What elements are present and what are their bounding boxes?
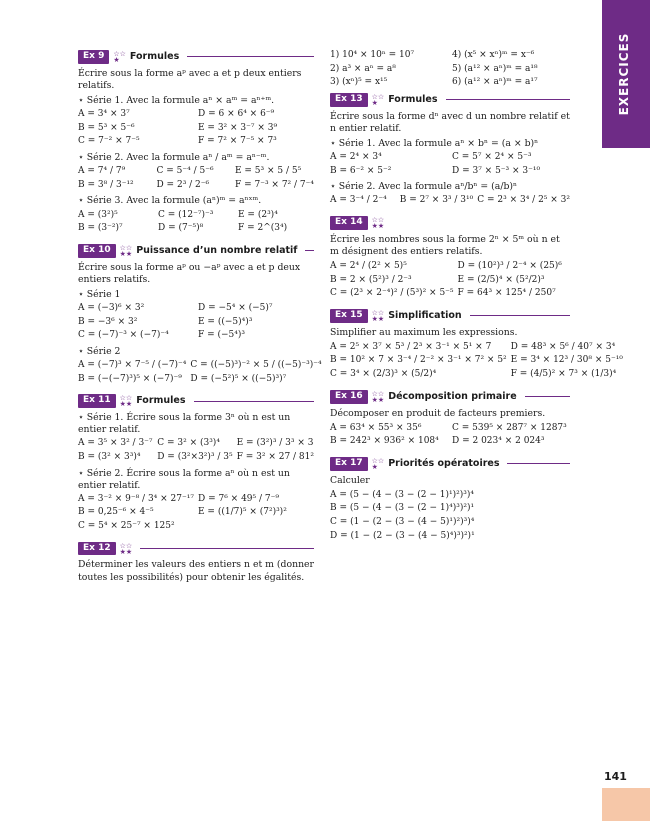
expression: B = 10² × 7 × 3⁻⁴ / 2⁻² × 3⁻¹ × 7² × 5² [330, 355, 507, 366]
ex9-serie3: ⋆ Série 3. Avec la formule (aⁿ)ᵐ = aⁿˣᵐ. [78, 195, 262, 207]
ex9-header [78, 50, 314, 64]
expression: A = 63⁴ × 55³ × 35⁶ [330, 422, 422, 433]
equality: 5) (a¹² × aⁿ)ᵐ = a¹⁸ [452, 63, 538, 74]
divider [525, 396, 570, 397]
expression: F = (4/5)² × 7³ × (1/3)⁴ [510, 369, 617, 380]
difficulty-stars-icon: ☆☆ ★ [371, 456, 385, 471]
ex10-serie1: ⋆ Série 1 [78, 288, 121, 300]
expression: A = (−7)³ × 7⁻⁵ / (−7)⁻⁴ [78, 359, 187, 370]
ex14-items [330, 261, 570, 300]
ex13-tag: Ex 13 [330, 93, 368, 107]
ex11-title: Formules [136, 395, 186, 406]
ex10-header [78, 244, 314, 258]
expression: C = (1 − (2 − (3 − (4 − 5)¹)²)³)⁴ [330, 517, 475, 528]
ex13-title: Formules [388, 93, 438, 105]
expression: C = (2³ × 2⁻⁴)² / (5³)² × 5⁻⁵ [330, 288, 454, 299]
left-column [78, 49, 322, 587]
expression: B = 2⁷ × 3³ / 3¹⁰ [399, 195, 474, 206]
expression: E = 5³ × 5 / 5⁵ [234, 166, 302, 177]
expression: A = 7⁴ / 7⁹ [78, 166, 126, 177]
equality: 4) (x⁵ × xⁿ)ᵐ = x⁻⁶ [452, 50, 535, 60]
color-strip [602, 788, 650, 821]
expression: A = (5 − (4 − (3 − (2 − 1)¹)²)³)⁴ [330, 489, 474, 500]
ex15-title: Simplification [388, 309, 462, 321]
expression: C = 3⁴ × (2/3)³ × (5/2)⁴ [330, 369, 437, 380]
expression: C = 2³ × 3⁴ / 2⁵ × 3² [477, 195, 570, 206]
expression: E = (3²)³ / 3³ × 3 [236, 438, 314, 449]
expression: A = 3⁵ × 3² / 3⁻⁷ [78, 438, 153, 449]
expression: D = −5⁴ × (−5)⁷ [198, 302, 273, 313]
expression: A = 2⁵ × 3⁷ × 5³ / 2³ × 3⁻¹ × 5¹ × 7 [330, 341, 492, 352]
expression: C = 5⁻⁴ / 5⁻⁶ [156, 166, 214, 177]
expression: D = (7⁻⁵)⁸ [158, 223, 204, 234]
expression: A = 3⁴ × 3⁷ [78, 108, 130, 119]
ex16-items [330, 423, 570, 448]
equality: 3) (xⁿ)⁵ = x¹⁵ [330, 77, 388, 88]
difficulty-stars-icon: ☆☆ ★★ [119, 541, 133, 556]
expression: A = 2⁴ × 3⁴ [330, 151, 382, 162]
difficulty-stars-icon: ☆☆ ★★ [119, 394, 133, 409]
ex13-serie1: ⋆ Série 1. Avec la formule aⁿ × bⁿ = (a × b)ⁿ [330, 137, 539, 149]
expression: B = 3⁸ / 3⁻¹² [78, 179, 134, 190]
ex9-serie2-items [78, 166, 314, 191]
ex10-intro: Écrire sous la forme aᵖ ou −aᵖ avec a et p deux entiers relatifs. [78, 261, 301, 285]
ex16-title: Décomposition primaire [388, 390, 517, 402]
ex14-tag: Ex 14 [330, 216, 368, 230]
expression: B = −3⁶ × 3² [78, 316, 138, 327]
ex11-serie1-items [78, 438, 314, 463]
divider [187, 56, 314, 57]
expression: A = 3⁻⁴ / 2⁻⁴ [330, 195, 387, 206]
expression: B = 2 × (5²)³ / 2⁻³ [330, 274, 412, 285]
expression: A = 2⁴ / (2² × 5)⁵ [330, 260, 407, 271]
ex15-items [330, 341, 623, 381]
ex12-tag: Ex 12 [78, 542, 116, 556]
ex17-items [330, 490, 570, 543]
divider [305, 250, 314, 251]
ex9-title: Formules [129, 50, 180, 62]
expression: D = (10²)³ / 2⁻⁴ × (25)⁶ [457, 260, 562, 271]
ex14-header [330, 216, 570, 230]
ex10-serie2: ⋆ Série 2 [78, 345, 121, 357]
ex10-title: Puissance d’un nombre relatif [136, 244, 298, 256]
expression: C = 7⁻² × 7⁻⁵ [78, 136, 140, 147]
equality: 6) (a¹² × aⁿ)ᵐ = a¹⁷ [452, 77, 538, 88]
expression: E = (2³)⁴ [238, 209, 278, 220]
expression: E = ((1/7)⁵ × (7²)³)² [198, 507, 287, 518]
ex10-serie1-items [78, 303, 314, 342]
ex13-intro: Écrire sous la forme dⁿ avec d un nombre relatif et n entier relatif. [330, 110, 570, 134]
ex13-header [330, 93, 570, 107]
ex16-tag: Ex 16 [330, 390, 368, 404]
expression: A = (−3)⁶ × 3² [78, 302, 145, 313]
ex9-intro: Écrire sous la forme aᵖ avec a et p deux entiers relatifs. [78, 67, 302, 91]
difficulty-stars-icon: ☆☆ ★ [113, 49, 126, 64]
expression: B = (5 − (4 − (3 − (2 − 1)⁴)³)²)¹ [330, 503, 475, 514]
expression: D = (1 − (2 − (3 − (4 − 5)⁴)³)²)¹ [330, 530, 475, 541]
divider [140, 548, 314, 549]
difficulty-stars-icon: ☆☆ ★★ [371, 308, 385, 323]
ex11-tag: Ex 11 [78, 394, 116, 408]
expression: F = 7² × 7⁻⁵ × 7³ [198, 136, 277, 147]
expression: B = (3⁻²)⁷ [78, 223, 123, 234]
ex11-serie2: ⋆ Série 2. Écrire sous la forme aⁿ où n est un entier relatif. [78, 467, 290, 491]
ex9-serie2: ⋆ Série 2. Avec la formule aⁿ / aᵐ = aⁿ⁻ᵐ. [78, 151, 270, 163]
expression: C = 5⁷ × 2⁴ × 5⁻³ [452, 151, 532, 162]
expression: F = (−5⁴)³ [198, 330, 246, 341]
expression: B = 242³ × 936² × 108⁴ [330, 436, 439, 447]
ex9-serie3-items [78, 210, 314, 235]
ex9-tag: Ex 9 [78, 50, 109, 64]
expression: F = 7⁻³ × 7² / 7⁻⁴ [234, 179, 314, 190]
expression: B = 5³ × 5⁻⁶ [78, 122, 135, 133]
ex9-serie1-items [78, 109, 314, 148]
ex11-serie2-items [78, 494, 314, 533]
ex17-tag: Ex 17 [330, 457, 368, 471]
ex16-header [330, 390, 570, 404]
expression: E = 3⁴ × 12³ / 30⁸ × 5⁻¹⁰ [510, 355, 623, 366]
ex17-header [330, 457, 570, 471]
expression: E = ((−5)⁴)³ [198, 316, 253, 327]
expression: D = 2³ / 2⁻⁶ [156, 179, 210, 190]
ex9-serie1: ⋆ Série 1. Avec la formule aⁿ × aᵐ = aⁿ⁺ᵐ. [78, 94, 275, 106]
expression: B = 0,25⁻⁶ × 4⁻⁵ [78, 507, 154, 518]
expression: D = (3²×3²)³ / 3⁵ [157, 451, 233, 462]
difficulty-stars-icon: ☆☆ ★★ [371, 389, 385, 404]
ex15-tag: Ex 15 [330, 309, 368, 323]
ex11-header [78, 394, 314, 408]
expression: A = (3²)⁵ [78, 209, 118, 220]
ex10-serie2-items [78, 359, 322, 385]
divider [470, 315, 570, 316]
expression: D = 3⁷ × 5⁻³ × 3⁻¹⁰ [452, 165, 541, 176]
exercices-tab-label: EXERCICES [617, 32, 632, 116]
expression: F = 3² × 27 / 81² [236, 451, 314, 462]
equality: 2) a³ × aⁿ = a⁸ [330, 63, 396, 74]
equality: 1) 10⁴ × 10ⁿ = 10⁷ [330, 50, 415, 60]
expression: E = (2/5)⁴ × (5²/2)³ [457, 274, 545, 285]
ex14-intro: Écrire les nombres sous la forme 2ⁿ × 5ᵐ où n et m désignent des entiers relatifs. [330, 233, 560, 257]
expression: B = (3² × 3³)⁴ [78, 451, 141, 462]
divider [194, 401, 314, 402]
ex13-serie1-items [330, 152, 570, 177]
ex10-tag: Ex 10 [78, 244, 116, 258]
difficulty-stars-icon: ☆☆ ★★ [371, 215, 385, 230]
ex12-items [330, 50, 570, 89]
expression: D = 48³ × 5⁶ / 40⁷ × 3⁴ [510, 341, 616, 352]
page-number: 141 [604, 770, 627, 783]
expression: B = 6⁻² × 5⁻² [330, 165, 392, 176]
divider [507, 463, 570, 464]
ex12-text: Déterminer les valeurs des entiers n et m (donner toutes les possibilités) pour obtenir les égalités. [78, 559, 314, 583]
expression: B = (−(−7)³)⁵ × (−7)⁻⁹ [78, 373, 182, 384]
expression: D = 7⁶ × 49⁵ / 7⁻⁹ [198, 493, 279, 504]
expression: F = 64³ × 125⁴ / 250⁷ [457, 288, 556, 299]
expression: C = 3² × (3³)⁴ [157, 438, 220, 449]
ex16-intro: Décomposer en produit de facteurs premiers. [330, 407, 546, 419]
ex11-serie1: ⋆ Série 1. Écrire sous la forme 3ⁿ où n est un entier relatif. [78, 412, 291, 436]
expression: D = (−5²)⁵ × ((−5)³)⁷ [190, 373, 287, 384]
ex17-title: Priorités opératoires [388, 457, 500, 469]
expression: C = 539⁵ × 287⁷ × 1287³ [452, 422, 567, 433]
ex17-intro: Calculer [330, 474, 370, 486]
right-column [330, 50, 623, 547]
ex15-intro: Simplifier au maximum les expressions. [330, 326, 518, 338]
expression: E = 3² × 3⁻⁷ × 3⁹ [198, 122, 278, 133]
expression: F = 2^(3⁴) [238, 223, 288, 234]
expression: C = (−7)⁻³ × (−7)⁻⁴ [78, 330, 169, 341]
ex15-header [330, 309, 570, 323]
difficulty-stars-icon: ☆☆ ★ [371, 92, 385, 107]
ex12-header [78, 542, 314, 556]
expression: C = (12⁻⁷)⁻³ [158, 209, 214, 220]
expression: D = 6 × 6⁴ × 6⁻⁹ [198, 108, 275, 119]
ex13-serie2: ⋆ Série 2. Avec la formule aⁿ/bⁿ = (a/b)ⁿ [330, 181, 518, 193]
ex13-serie2-items [330, 195, 570, 207]
expression: C = ((−5)³)⁻² × 5 / ((−5)⁻³)⁻⁴ [190, 359, 322, 370]
difficulty-stars-icon: ☆☆ ★★ [119, 243, 133, 258]
expression: A = 3⁻² × 9⁻⁸ / 3⁴ × 27⁻¹⁷ [78, 493, 194, 504]
expression: D = 2 023⁴ × 2 024³ [452, 436, 545, 447]
expression: C = 5⁴ × 25⁻⁷ × 125² [78, 521, 175, 532]
divider [446, 99, 570, 100]
